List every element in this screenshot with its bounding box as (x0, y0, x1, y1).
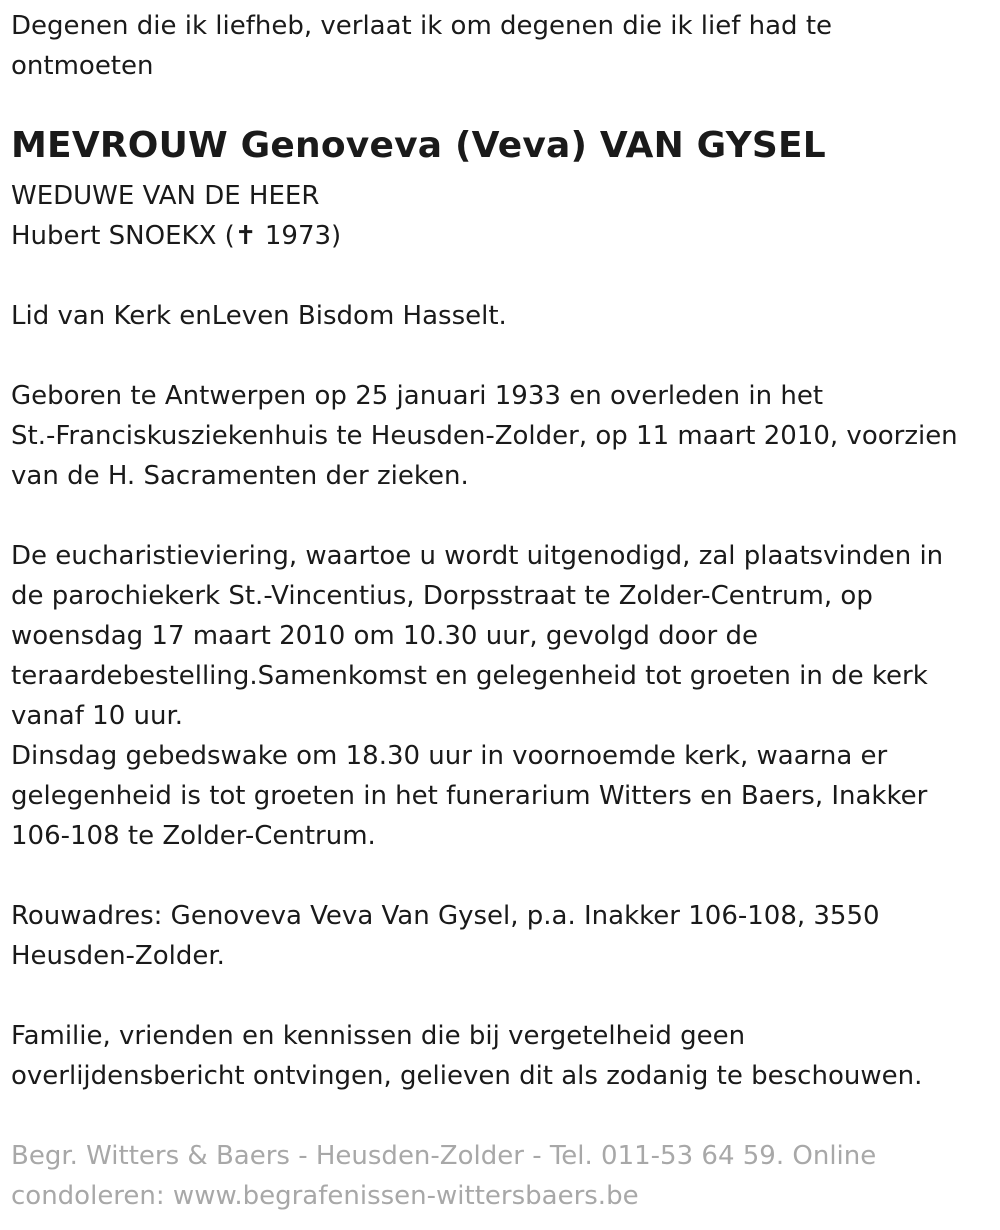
membership-line: Lid van Kerk enLeven Bisdom Hasselt. (11, 301, 507, 331)
spouse-info (11, 176, 986, 256)
vigil-line: gelegenheid is tot groeten in het funerarium Witters en Baers, Inakker (11, 781, 928, 811)
vigil-line: Dinsdag gebedswake om 18.30 uur in voornoemde kerk, waarna er (11, 741, 888, 771)
birth-death-line: van de H. Sacramenten der zieken. (11, 461, 469, 491)
spouse-name-line (11, 216, 986, 256)
deceased-name: MEVROUW Genoveva (Veva) VAN GYSEL (11, 125, 826, 166)
funeral-home-footer (11, 1136, 986, 1216)
quote-line: Degenen die ik liefheb, verlaat ik om degenen die ik lief had te (11, 11, 833, 41)
opening-quote (11, 6, 986, 86)
membership-info (11, 296, 986, 336)
spouse-death-year: 1973) (256, 221, 342, 251)
birth-death-line: St.-Franciskusziekenhuis te Heusden-Zolder, op 11 maart 2010, voorzien (11, 421, 958, 451)
widow-of-line: WEDUWE VAN DE HEER (11, 181, 320, 211)
mourning-address (11, 896, 986, 976)
ceremony-line: De eucharistieviering, waartoe u wordt uitgenodigd, zal plaatsvinden in (11, 541, 944, 571)
ceremony-line: vanaf 10 uur. (11, 701, 184, 731)
quote-line: ontmoeten (11, 51, 154, 81)
ceremony-line: teraardebestelling.Samenkomst en gelegenheid tot groeten in de kerk (11, 661, 928, 691)
ceremony-line: de parochiekerk St.-Vincentius, Dorpsstraat te Zolder-Centrum, op (11, 581, 873, 611)
ceremony-info (11, 536, 986, 856)
spouse-name: Hubert SNOEKX ( (11, 221, 235, 251)
birth-death-info (11, 376, 986, 496)
footer-line: Begr. Witters & Baers - Heusden-Zolder - Tel. 011-53 64 59. Online (11, 1141, 877, 1171)
footer-line: condoleren: www.begrafenissen-wittersbaers.be (11, 1181, 639, 1211)
cross-icon: ✝ (234, 221, 257, 251)
vigil-line: 106-108 te Zolder-Centrum. (11, 821, 376, 851)
address-line: Heusden-Zolder. (11, 941, 225, 971)
notice-line: overlijdensbericht ontvingen, gelieven dit als zodanig te beschouwen. (11, 1061, 923, 1091)
obituary-document (11, 6, 986, 1216)
birth-death-line: Geboren te Antwerpen op 25 januari 1933 en overleden in het (11, 381, 824, 411)
ceremony-line: woensdag 17 maart 2010 om 10.30 uur, gevolgd door de (11, 621, 758, 651)
notice-line: Familie, vrienden en kennissen die bij vergetelheid geen (11, 1021, 746, 1051)
address-line: Rouwadres: Genoveva Veva Van Gysel, p.a. Inakker 106-108, 3550 (11, 901, 880, 931)
family-notice (11, 1016, 986, 1096)
